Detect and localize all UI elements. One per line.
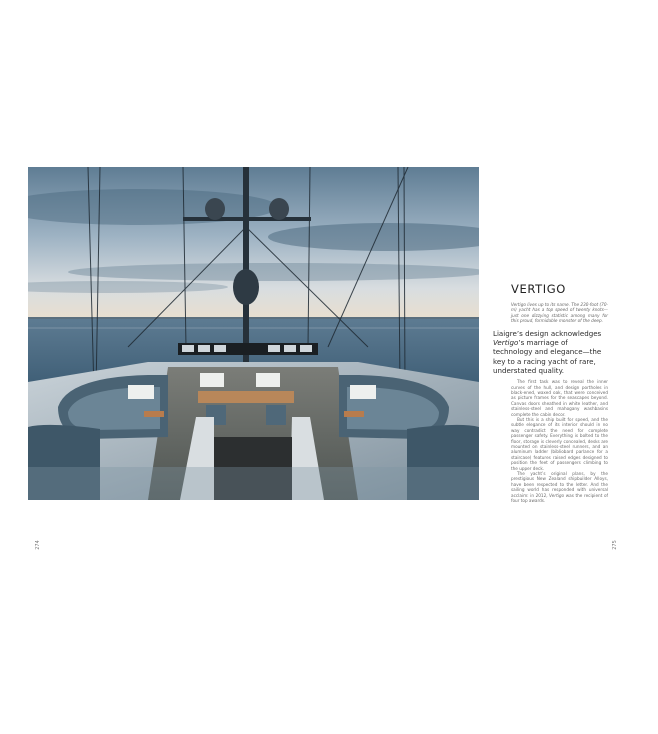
paragraph-1: The first task was to reveal the inner curves of the hull, and design portholes in black-ened, waxed oak, that were conceived as picture frames for the seascapes beyond. Canvas doors sheathed in white leather, and stainless-steel and mahogany washbasins complete the cabin decor. <box>511 379 608 417</box>
paragraph-3-part-a: The yacht’s original plans, by the prestigious New Zealand shipbuilder Alloys, have been respected to the letter. And the sailing world has responded with universal acclaim: in 2012, <box>511 471 608 498</box>
pull-quote-yacht-name: Vertigo <box>493 337 519 347</box>
paragraph-3-part-b: was the recipient of four top awards. <box>511 492 608 504</box>
pull-quote-part1: Liaigre’s design acknowledges <box>493 328 602 338</box>
pull-quote-part2: ’s marriage of technology and elegance—the key to a racing yacht of rare, understated quality. <box>493 337 602 375</box>
article-title: VERTIGO <box>511 282 566 296</box>
article-column <box>490 282 608 503</box>
paragraph-2: But this is a ship built for speed, and the subtle elegance of its interior should in no way contradict the need for complete passenger safety. Everything is bolted to the floor, storage is cleverly concealed, desks are mounted on stainless-steel runners, and an aluminum ladder (bibliobard parlance for a staircase) features raised edges designed to position the feet of passengers climbing to the upper deck. <box>511 416 608 471</box>
intro-text: Vertigo lives up to its name. The 230-foot (70-m) yacht has a top speed of twenty knots—just one dizzying statistic among many for this proud, formidable monster of the deep. <box>511 302 608 324</box>
body-text <box>511 379 608 503</box>
paragraph-3-yacht-name: Vertigo <box>549 492 565 498</box>
page-number-right: 275 <box>611 540 618 550</box>
pull-quote <box>493 329 608 375</box>
yacht-deck-photo <box>28 167 479 500</box>
paragraph-3 <box>511 471 608 503</box>
page-number-left: 274 <box>34 540 41 550</box>
